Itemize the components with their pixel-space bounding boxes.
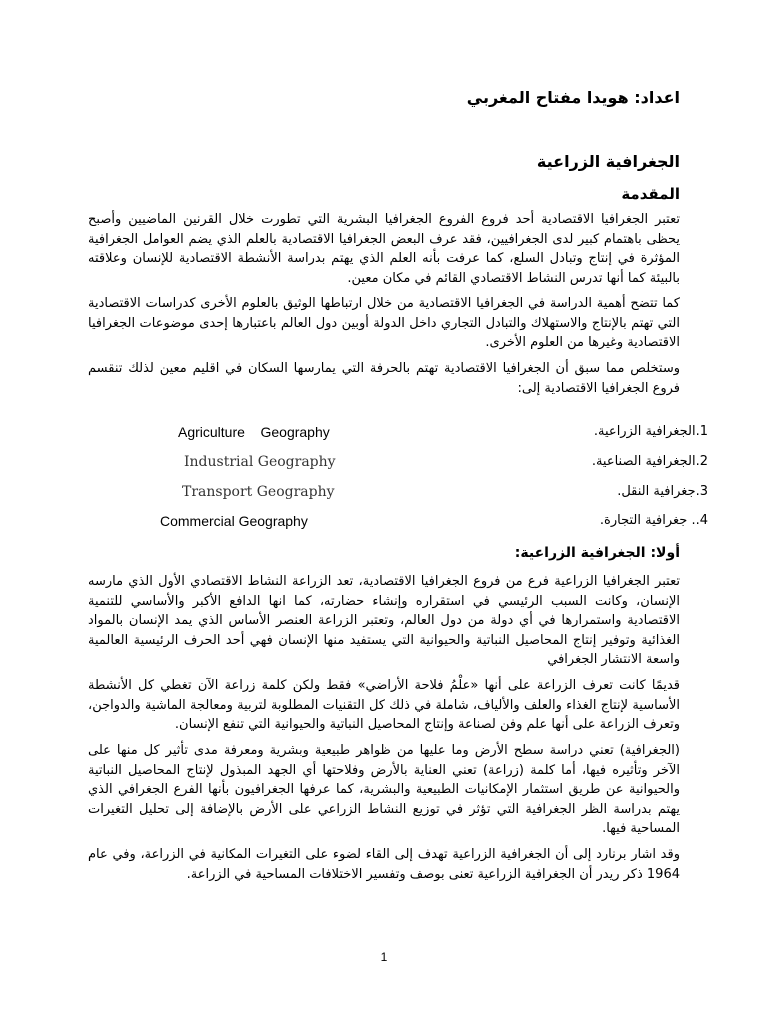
branch-item — [88, 513, 708, 541]
branch-english: Agriculture Geography — [178, 424, 330, 440]
introduction-heading: المقدمة — [621, 185, 680, 203]
section-heading: أولا: الجغرافية الزراعية: — [514, 545, 680, 561]
branch-arabic: 2.الجغرافية الصناعية. — [591, 454, 708, 469]
intro-paragraph-1: تعتبر الجغرافيا الاقتصادية أحد فروع الفروع الجغرافيا البشرية التي تطورت خلال القرنين الماضيين وأصبح يحظى باهتمام كبير لدى الجغرافيين، فقد عرف البعض الجغرافيا الاقتصادية بالعلم الذي يضم العوامل الجغرافية المؤثرة في إنتاج وتبادل السلع، كما عرفت بأنه العلم الذي يهتم بدراسة الأنشطة الاقتصادية للإنسان وعلاقته بالبيئة كما أنها تدرس النشاط الاقتصادي القائم في مكان معين. — [88, 212, 680, 286]
section-paragraph-3: (الجغرافية) تعني دراسة سطح الأرض وما عليها من ظواهر طبيعية وبشرية ومعرفة مدى تأثير كل منها على الآخر وتأثيره فيها، أما كلمة (زراعة) تعني العناية بالأرض وفلاحتها أي الجهد المبذول لإنتاج المحاصيل النباتية والحيوانية عن طريق استثمار الإمكانيات الطبيعية والبشرية، كما عرفها الجغرافيون بأنها الفرع الجغرافي الذي يهتم بدراسة الظر الجغرافية التي تؤثر في توزيع النشاط الزراعي على الأرض بالإضافة إلى تحليل التغيرات المساحية فيها. — [88, 743, 680, 836]
branch-arabic: 3.جغرافية النقل. — [617, 484, 708, 499]
branch-item — [88, 424, 708, 452]
page-number: 1 — [380, 950, 388, 964]
intro-paragraph-3: وستخلص مما سبق أن الجغرافيا الاقتصادية تهتم بالحرفة التي يمارسها السكان في اقليم معين لذلك تنقسم فروع الجغرافيا الاقتصادية إلى: — [88, 361, 680, 396]
branch-english: Industrial Geography — [184, 454, 336, 470]
author-line: اعداد: هويدا مفتاح المغربي — [466, 88, 680, 107]
branch-item — [88, 454, 708, 482]
section-paragraph-1: تعتبر الجغرافيا الزراعية فرع من فروع الجغرافيا الاقتصادية، تعد الزراعة النشاط الاقتصادي الأول الذي مارسه الإنسان، وكانت السبب الرئيسي في استقراره وإنشاء حضارته، كما انها الدافع الأكبر والأساسي للتنمية الاقتصادية واستمرارها في أي دولة من دول العالم، وتعتبر الزراعة العنصر الأساس الذي يمد الإنسان بالمواد الغذائية وتوفير إنتاج المحاصيل النباتية والحيوانية التي يستفيد منها الإنسان فهي أحد الحرف الرئيسية العالمية واسعة الانتشار الجغرافي — [88, 574, 680, 667]
branch-arabic: 4.. جغرافية التجارة. — [599, 513, 708, 528]
intro-paragraph-2: كما تتضح أهمية الدراسة في الجغرافيا الاقتصادية من خلال ارتباطها الوثيق بالعلوم الأخرى كدراسات الاقتصادية التي تهتم بالإنتاج والاستهلاك والتبادل التجاري داخل الدولة أوبين دول العالم باعتبارها إحدى موضوعات الجغرافيا الاقتصادية وغيرها من العلوم الأخرى. — [88, 296, 680, 350]
section-paragraph-2: قديمًا كانت تعرف الزراعة على أنها «علْمُ فلاحة الأراضي» فقط ولكن كلمة زراعة الآن تغطي كل الأنشطة الأساسية لإنتاج الغذاء والعلف والألياف، شاملة في ذلك كل التقنيات المطلوبة لتربية ومعالجة الماشية والدواجن، وتعرف الزراعة على أنها علم وفن لصناعة وإنتاج المحاصيل النباتية والحيوانية التي تنفع الإنسان. — [88, 678, 680, 732]
branch-english: Transport Geography — [182, 484, 335, 500]
branch-item — [88, 484, 708, 512]
section-paragraph-4: وقد اشار برنارد إلى أن الجغرافية الزراعية تهدف إلى القاء لضوء على التغيرات المكانية في الزراعة، وفي عام 1964 ذكر ريدر أن الجغرافية الزراعية تعنى بوصف وتفسير الاختلافات المساحية في الزراعة. — [88, 847, 680, 882]
document-title: الجغرافية الزراعية — [536, 152, 680, 171]
branch-english: Commercial Geography — [160, 513, 308, 529]
branch-arabic: 1.الجغرافية الزراعية. — [593, 424, 708, 439]
